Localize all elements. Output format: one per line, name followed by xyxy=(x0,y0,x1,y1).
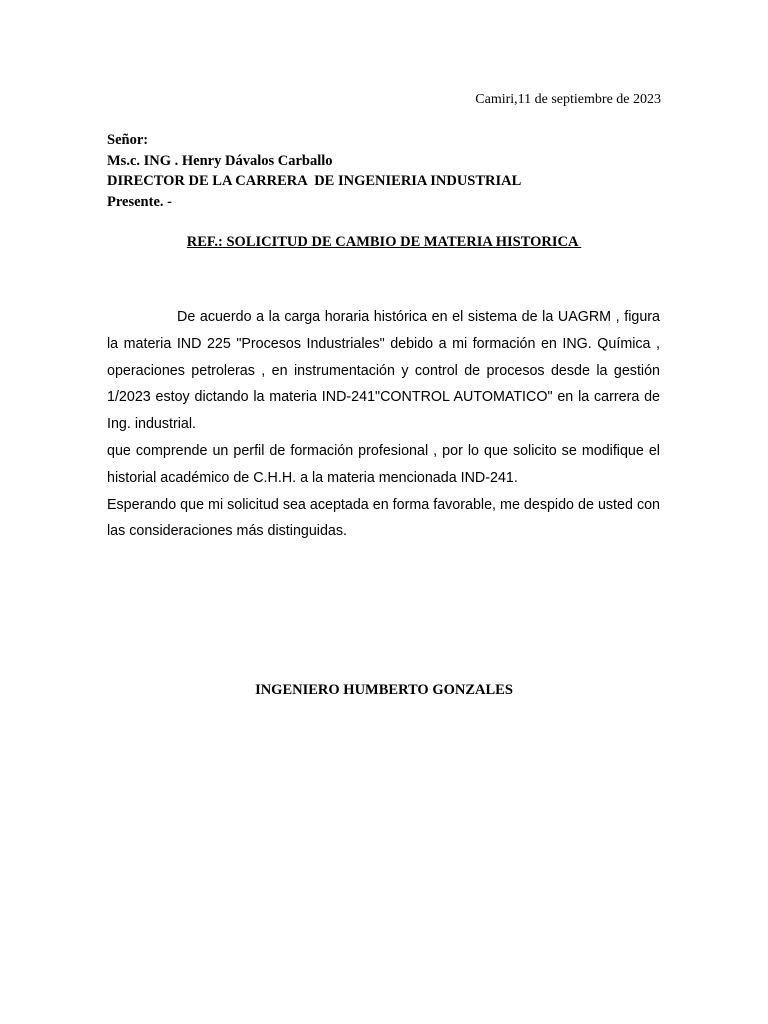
recipient-salutation: Señor: xyxy=(107,132,149,148)
signature-name: INGENIERO HUMBERTO GONZALES xyxy=(255,682,513,698)
reference-line xyxy=(0,232,768,252)
recipient-position: DIRECTOR DE LA CARRERA DE INGENIERIA INDUSTRIAL xyxy=(107,173,522,189)
letter-date: Camiri,11 de septiembre de 2023 xyxy=(475,92,661,107)
letter-body xyxy=(107,304,660,545)
reference-text: REF.: SOLICITUD DE CAMBIO DE MATERIA HISTORICA xyxy=(186,234,582,250)
recipient-presente: Presente. - xyxy=(107,193,172,210)
recipient-block xyxy=(107,130,667,212)
recipient-name: Ms.c. ING . Henry Dávalos Carballo xyxy=(107,152,333,169)
body-paragraph: Esperando que mi solicitud sea aceptada en forma favorable, me despido de usted con las consideraciones más distinguidas. xyxy=(107,496,660,540)
body-paragraph: De acuerdo a la carga horaria histórica en el sistema de la UAGRM , figura la materia IND 225 "Procesos Industriales" debido a mi formación en ING. Química , operaciones petroleras , en instrumentación y control de procesos desde la gestión 1/2023 estoy dictando la materia IND-241"CONTROL AUTOMATICO" en la carrera de Ing. industrial. xyxy=(107,309,660,433)
body-paragraph: que comprende un perfil de formación profesional , por lo que solicito se modifique el historial académico de C.H.H. a la materia mencionada IND-241. xyxy=(107,442,660,486)
